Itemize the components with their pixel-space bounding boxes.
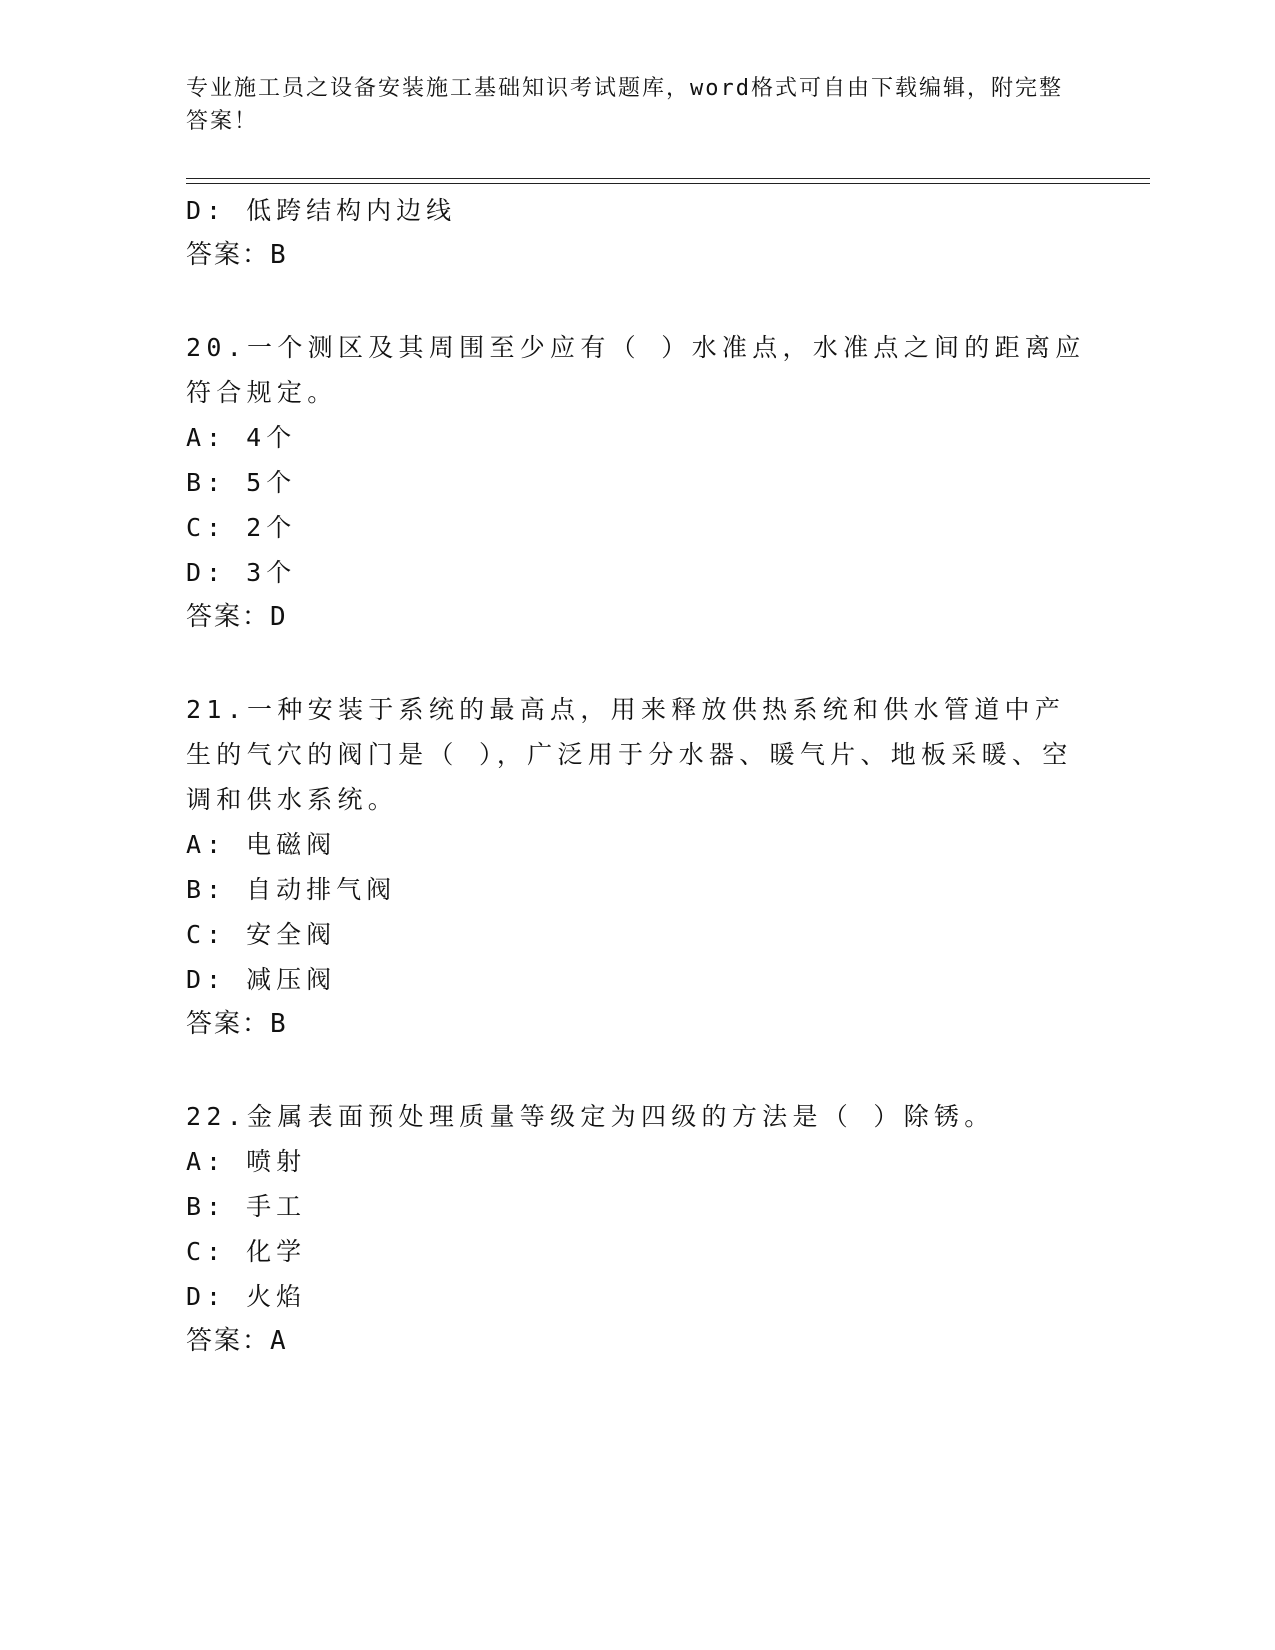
answer: 答案：D [186, 602, 288, 632]
header-divider-bottom [186, 183, 1150, 184]
answer: 答案：B [186, 1009, 288, 1039]
answer: 答案：B [186, 240, 288, 270]
option-b: B: 5个 [186, 468, 297, 497]
answer: 答案：A [186, 1326, 288, 1356]
question-text: 22.金属表面预处理质量等级定为四级的方法是（ ）除锈。 [186, 1102, 995, 1131]
option-d: D: 减压阀 [186, 965, 337, 994]
question-text: 21.一种安装于系统的最高点，用来释放供热系统和供水管道中产生的气穴的阀门是（ ），广泛用于分水器、暖气片、地板采暖、空调和供水系统。 [186, 695, 1073, 814]
question-21 [186, 687, 1086, 1047]
option-d: D: 火焰 [186, 1282, 307, 1311]
option-b: B: 手工 [186, 1192, 307, 1221]
option-a: A: 4个 [186, 423, 297, 452]
option-d: D: 3个 [186, 558, 297, 587]
question-text: 20.一个测区及其周围至少应有（ ）水准点，水准点之间的距离应符合规定。 [186, 333, 1086, 407]
option-a: A: 喷射 [186, 1147, 307, 1176]
header-divider-top [186, 178, 1150, 179]
option-c: C: 安全阀 [186, 920, 337, 949]
document-body [186, 188, 1086, 1364]
question-22 [186, 1094, 1086, 1364]
option-b: B: 自动排气阀 [186, 875, 397, 904]
option-c: C: 2个 [186, 513, 297, 542]
document-header: 专业施工员之设备安装施工基础知识考试题库，word格式可自由下载编辑，附完整答案！ [186, 76, 1063, 134]
option-c: C: 化学 [186, 1237, 307, 1266]
option-a: A: 电磁阀 [186, 830, 337, 859]
question-20 [186, 325, 1086, 640]
option-d: D: 低跨结构内边线 [186, 196, 457, 225]
